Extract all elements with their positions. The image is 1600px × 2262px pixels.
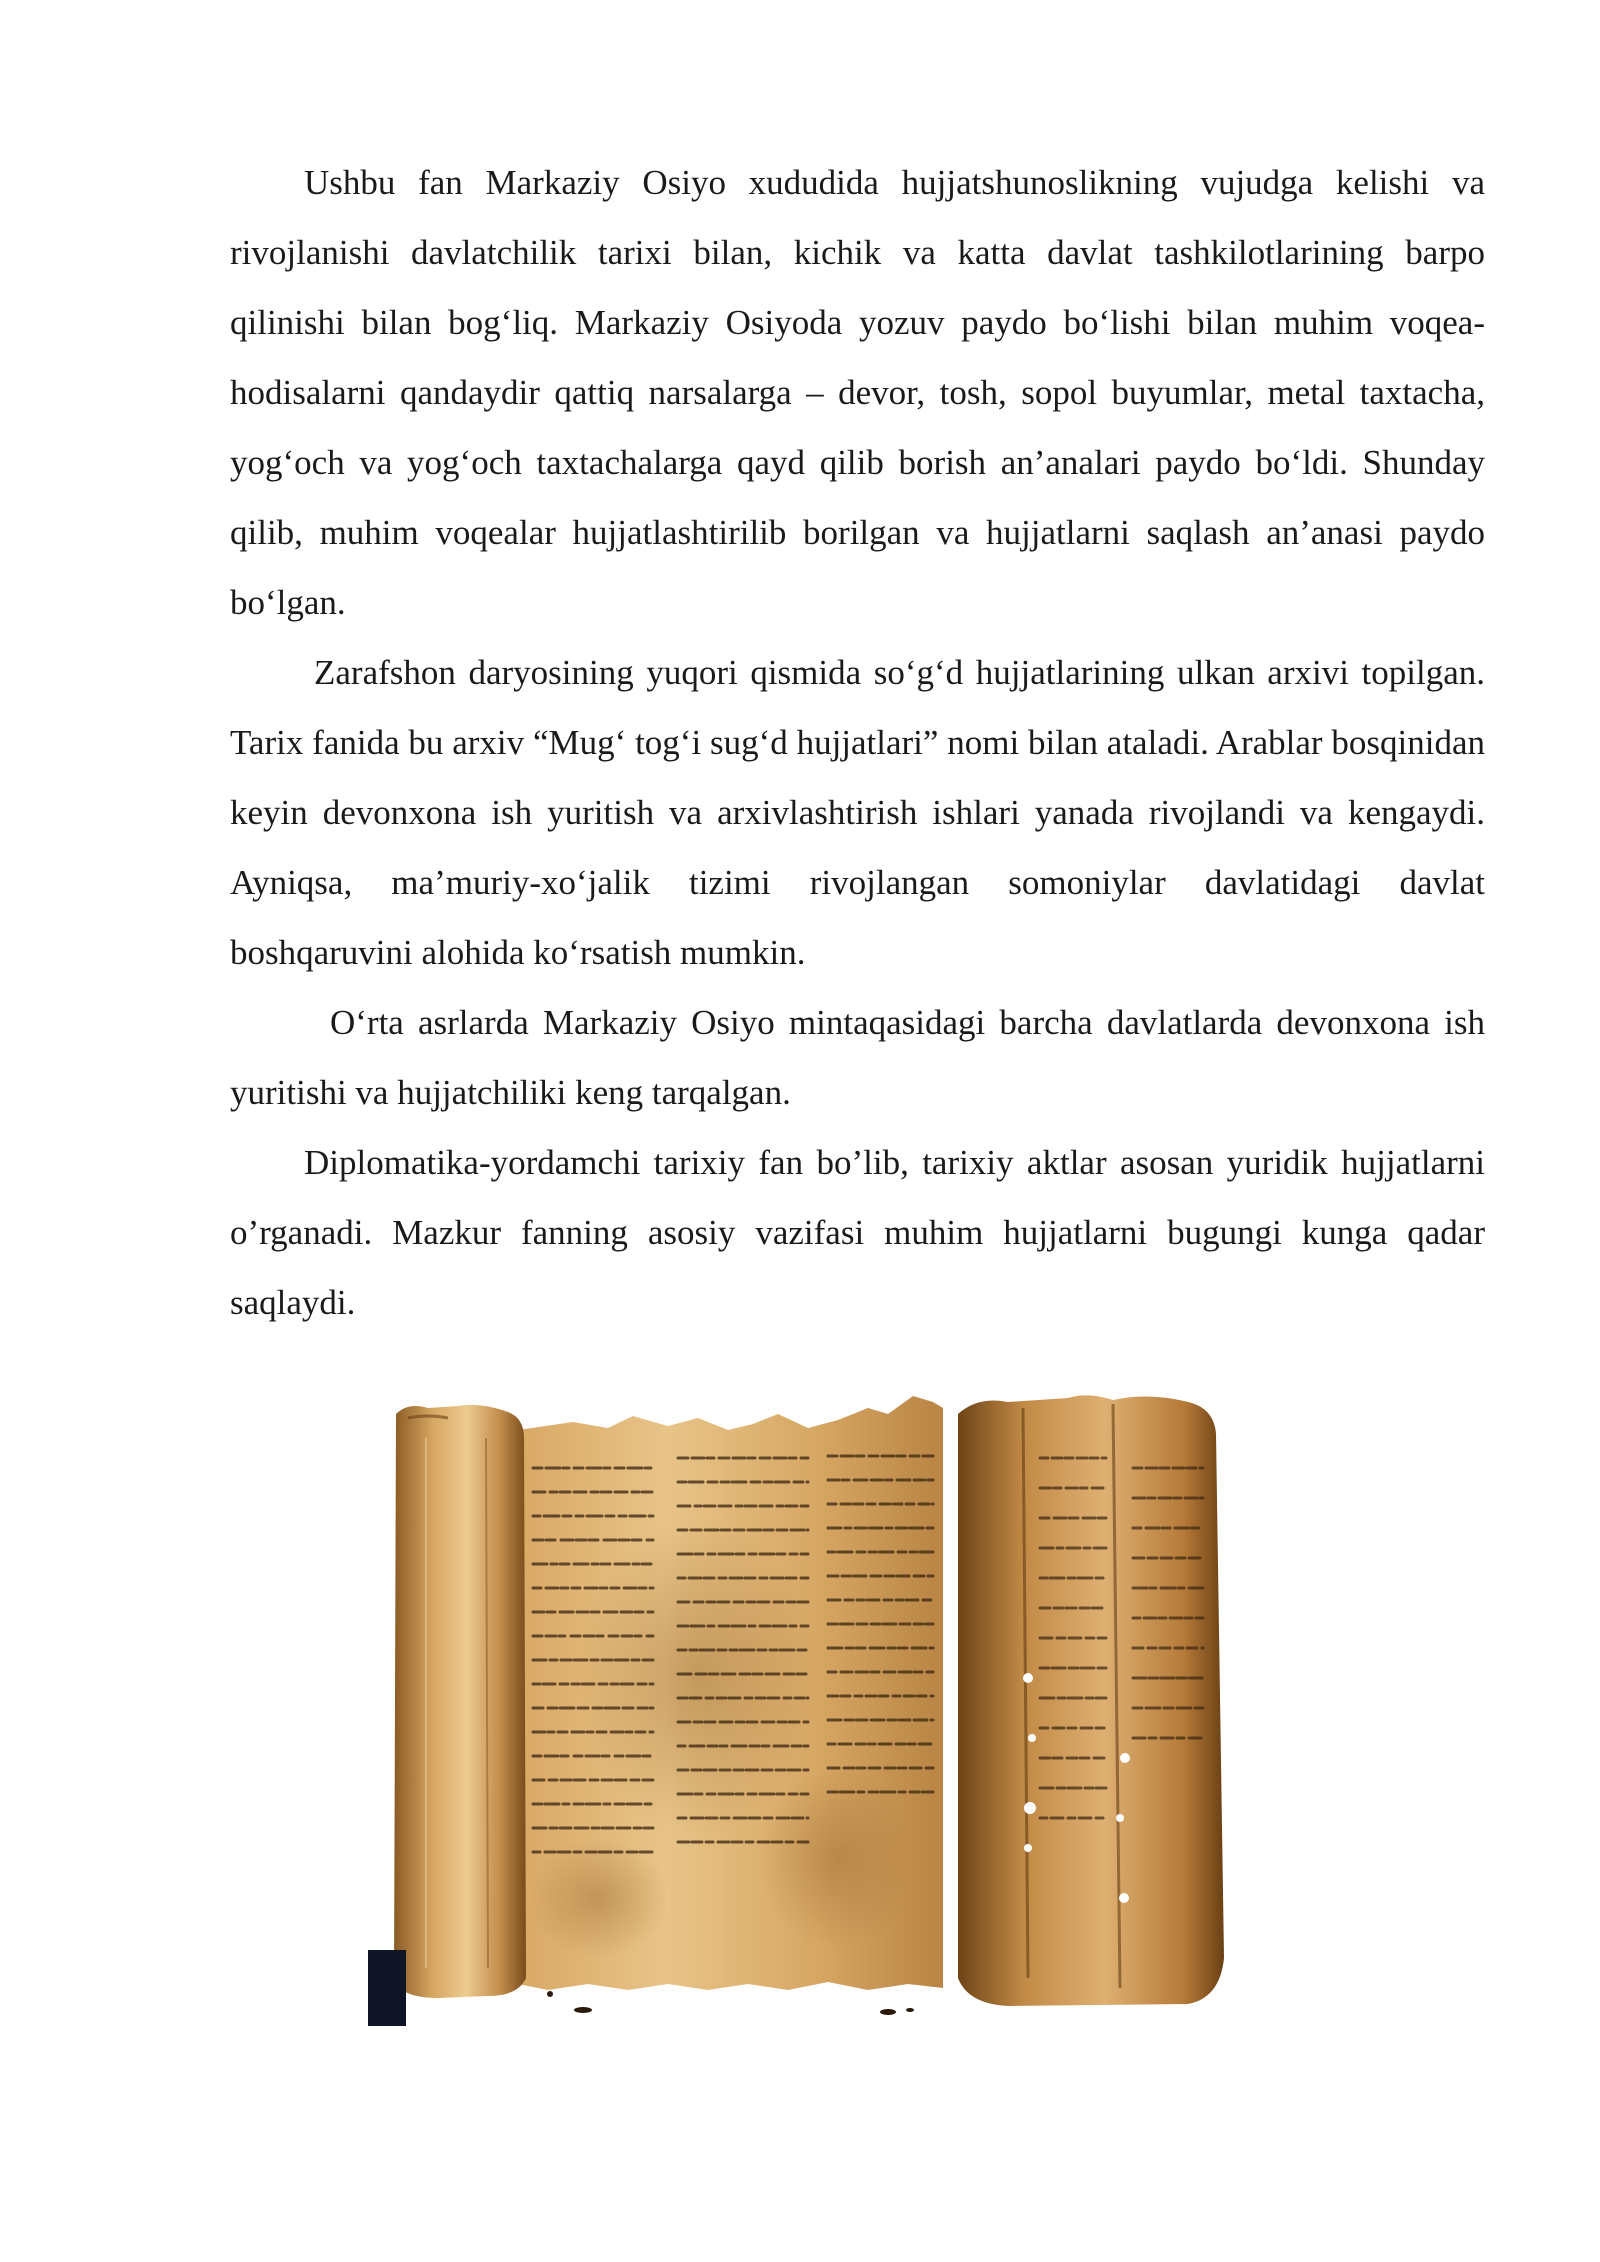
scroll-image	[368, 1378, 1268, 2038]
paragraph-diplomatics: Diplomatika-yordamchi tarixiy fan bo’lib, tarixiy aktlar asosan yuridik hujjatlarni o’rganadi. Mazkur fanning asosiy vazifasi muhim hujjatlarni bugungi kunga qadar saqlaydi.	[230, 1143, 1485, 1322]
paragraph-history-of-records: Ushbu fan Markaziy Osiyo xududida hujjatshunoslikning vujudga kelishi va rivojlanishi davlatchilik tarixi bilan, kichik va katta davlat tashkilotlarining barpo qilinishi bilan bog‘liq. Markaziy Osiyoda yozuv paydo bo‘lishi bilan muhim voqea-hodisalarni qandaydir qattiq narsalarga – devor, tosh, sopol buyumlar, metal taxtacha, yog‘och va yog‘och taxtachalarga qayd qilib borish an’analari paydo bo‘ldi. Shunday qilib, muhim voqealar hujjatlashtirilib borilgan va hujjatlarni saqlash an’anasi paydo bo‘lgan.	[230, 163, 1485, 622]
body-text	[230, 148, 1485, 1338]
scroll-left-roll	[394, 1405, 526, 1998]
paragraph-mug-archive: Zarafshon daryosining yuqori qismida so‘g‘d hujjatlarining ulkan arxivi topilgan. Tarix fanida bu arxiv “Mug‘ tog‘i sug‘d hujjatlari” nomi bilan ataladi. Arablar bosqinidan keyin devonxona ish yuritish va arxivlashtirish ishlari yanada rivojlandi va kengaydi. Ayniqsa, ma’muriy-xo‘jalik tizimi rivojlangan somoniylar davlatidagi davlat boshqaruvini alohida ko‘rsatish mumkin.	[230, 653, 1485, 972]
dark-corner-block	[368, 1950, 406, 2026]
paragraph-medieval-chancery: O‘rta asrlarda Markaziy Osiyo mintaqasidagi barcha davlatlarda devonxona ish yuritishi va hujjatchiliki keng tarqalgan.	[230, 1003, 1485, 1112]
scroll-illustration	[368, 1378, 1268, 2038]
